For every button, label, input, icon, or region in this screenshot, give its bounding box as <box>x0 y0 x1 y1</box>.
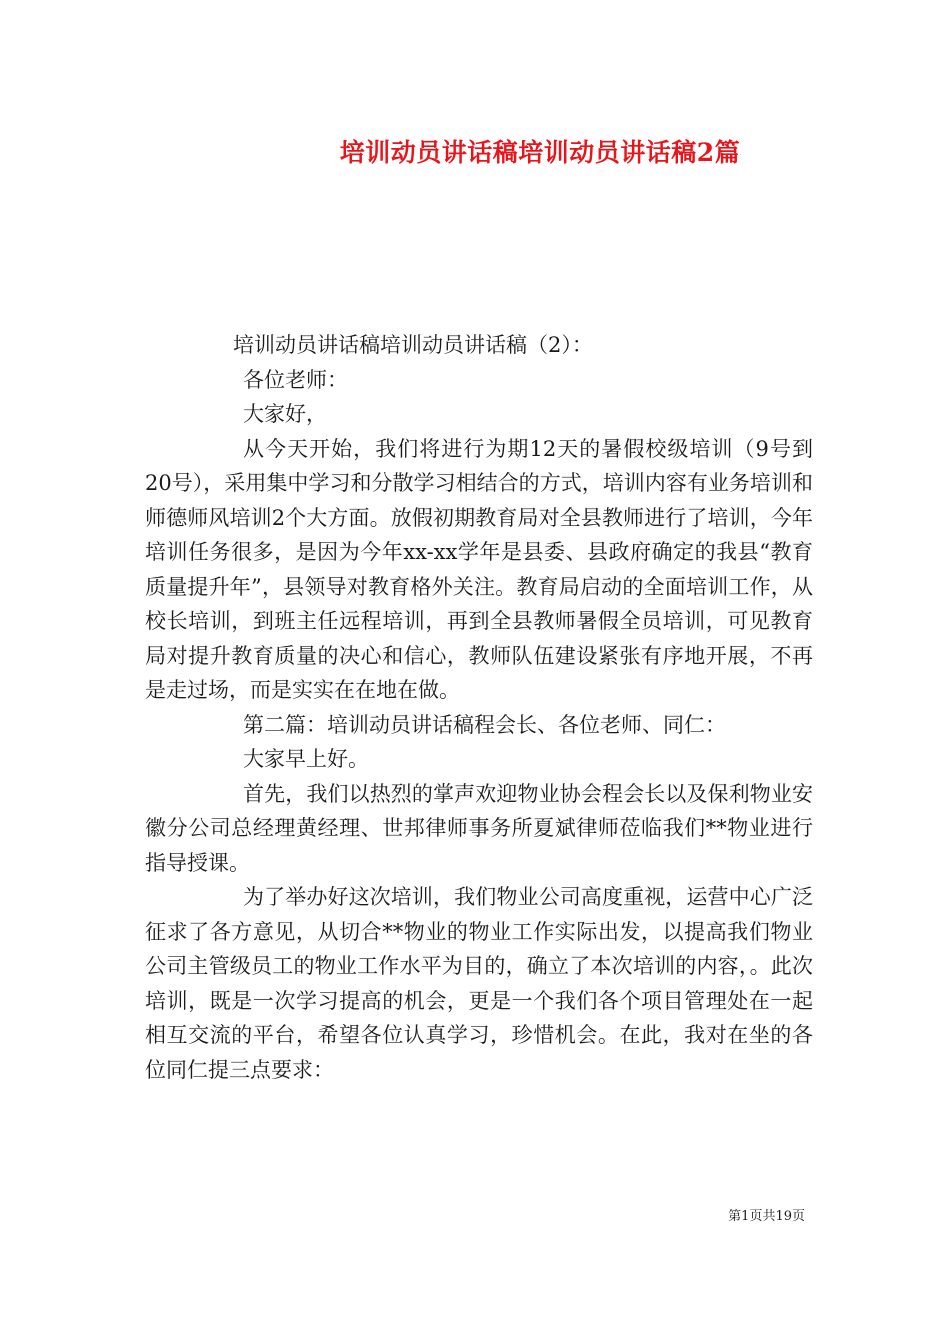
paragraph-subtitle: 培训动员讲话稿培训动员讲话稿（2）： <box>233 333 593 357</box>
paragraph-greeting: 大家好， <box>243 402 327 426</box>
paragraph-section-heading: 第二篇：培训动员讲话稿程会长、各位老师、同仁： <box>243 712 726 737</box>
document-title: 培训动员讲话稿培训动员讲话稿2篇 <box>339 138 741 167</box>
paragraph-body: 为了举办好这次培训，我们物业公司高度重视，运营中心广泛征求了各方意见，从切合**物业的物业工作实际出发，以提高我们物业公司主管级员工的物业工作水平为目的，确立了本次培训的内容，。此次培训，既是一次学习提高的机会，更是一个我们各个项目管理处在一起相互交流的平台，希望各位认真学习，珍惜机会。在此，我对在坐的各位同仁提三点要求： <box>145 885 813 1082</box>
paragraph-greeting: 大家早上好。 <box>243 747 369 771</box>
paragraph-body: 首先，我们以热烈的掌声欢迎物业协会程会长以及保利物业安徽分公司总经理黄经理、世邦律师事务所夏斌律师莅临我们**物业进行指导授课。 <box>145 781 813 875</box>
document-body <box>145 328 813 1087</box>
paragraph-salutation: 各位老师： <box>243 367 348 392</box>
paragraph-body: 从今天开始，我们将进行为期12天的暑假校级培训（9号到20号），采用集中学习和分散学习相结合的方式，培训内容有业务培训和师德师风培训2个大方面。放假初期教育局对全县教师进行了培训，今年培训任务很多，是因为今年xx-xx学年是县委、县政府确定的我县“教育质量提升年”，县领导对教育格外关注。教育局启动的全面培训工作，从校长培训，到班主任远程培训，再到全县教师暑假全员培训，可见教育局对提升教育质量的决心和信心，教师队伍建设紧张有序地开展，不再是走过场，而是实实在在地在做。 <box>145 436 813 702</box>
page-number-footer: 第1页共19页 <box>728 1209 805 1224</box>
